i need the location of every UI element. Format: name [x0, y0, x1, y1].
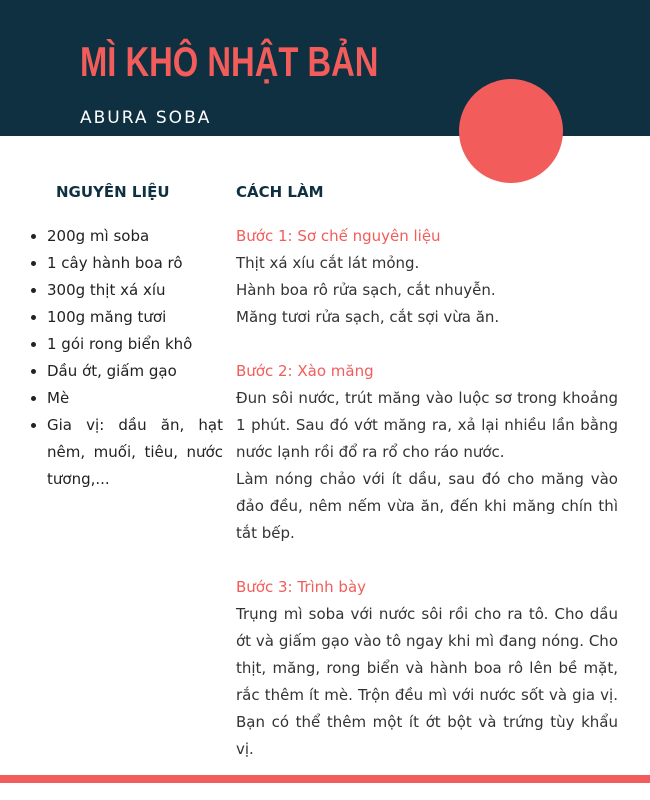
- method-heading: CÁCH LÀM: [236, 183, 324, 201]
- step-text: Thịt xá xíu cắt lát mỏng.: [236, 254, 420, 272]
- step-text: Măng tươi rửa sạch, cắt sợi vừa ăn.: [236, 308, 500, 326]
- ingredient-item: • 1 gói rong biển khô: [47, 331, 223, 358]
- ingredient-item: • 300g thịt xá xíu: [47, 277, 223, 304]
- recipe-subtitle: ABURA SOBA: [80, 108, 212, 128]
- bottom-accent-bar: [0, 775, 650, 783]
- step-text: Hành boa rô rửa sạch, cắt nhuyễn.: [236, 281, 496, 299]
- ingredient-item: • 200g mì soba: [47, 223, 223, 250]
- step-title: Bước 1: Sơ chế nguyên liệu: [236, 227, 441, 245]
- ingredient-item: • Gia vị: dầu ăn, hạt nêm, muối, tiêu, nước tương,...: [47, 412, 223, 493]
- ingredient-item: • Dầu ớt, giấm gạo: [47, 358, 223, 385]
- step-text: Đun sôi nước, trút măng vào luộc sơ trong khoảng 1 phút. Sau đó vớt măng ra, xả lại nhiều lần bằng nước lạnh rồi đổ ra rổ cho ráo nước.: [236, 389, 618, 461]
- step-title: Bước 2: Xào măng: [236, 362, 374, 380]
- decorative-circle: [459, 79, 563, 183]
- ingredient-item: • 100g măng tươi: [47, 304, 223, 331]
- step-text: Làm nóng chảo với ít dầu, sau đó cho măng vào đảo đều, nêm nếm vừa ăn, đến khi măng chín thì tắt bếp.: [236, 470, 618, 542]
- ingredients-list: [28, 223, 223, 493]
- step-1: [236, 223, 618, 331]
- step-text: Trụng mì soba với nước sôi rồi cho ra tô. Cho dầu ớt và giấm gạo vào tô ngay khi mì đang nóng. Cho thịt, măng, rong biển và hành boa rô lên bề mặt, rắc thêm ít mè. Trộn đều mì với nước sốt và gia vị. Bạn có thể thêm một ít ớt bột và trứng tùy khẩu vị.: [236, 605, 618, 758]
- step-2: [236, 358, 618, 547]
- ingredient-item: • 1 cây hành boa rô: [47, 250, 223, 277]
- step-3: [236, 574, 618, 763]
- recipe-title: MÌ KHÔ NHẬT BẢN: [80, 38, 379, 85]
- ingredients-heading: NGUYÊN LIỆU: [56, 183, 170, 201]
- method-steps: [236, 223, 618, 790]
- ingredient-item: • Mè: [47, 385, 223, 412]
- step-title: Bước 3: Trình bày: [236, 578, 367, 596]
